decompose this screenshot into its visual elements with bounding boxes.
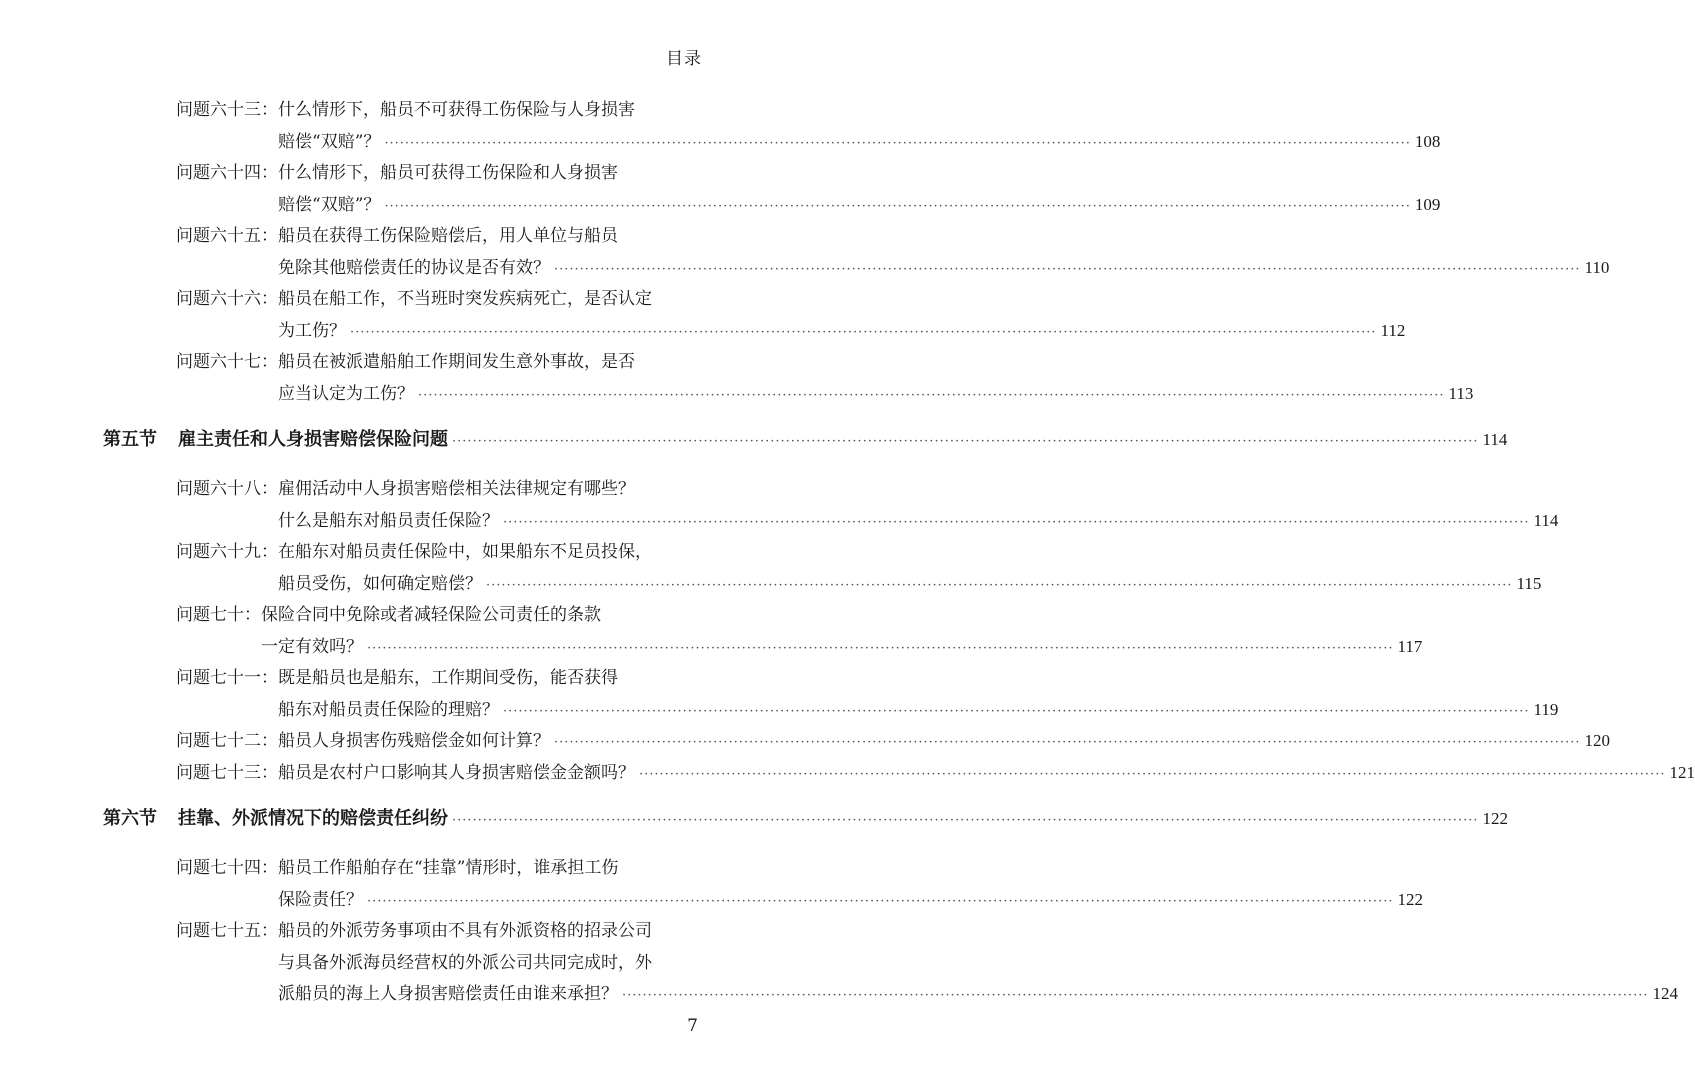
toc-page-number: 117: [1397, 636, 1423, 656]
toc-line: [176, 159, 700, 187]
question-number: 问题六十四：: [176, 163, 278, 183]
dot-leader: ········································································································································································································: [384, 135, 1411, 151]
question-text: 赔偿“双赔”？: [278, 194, 381, 215]
question-text: 什么是船东对船员责任保险？: [278, 510, 499, 531]
toc-line: [176, 317, 1406, 345]
question-text: 为工伤？: [278, 320, 346, 341]
question-number: 问题七十四：: [176, 858, 278, 878]
question-number: 问题六十九：: [176, 542, 278, 562]
question-text: 既是船员也是船东，工作期间受伤，能否获得: [278, 668, 618, 688]
question-number: 问题六十三：: [176, 100, 278, 120]
dot-leader: ········································································································································································································: [503, 514, 1530, 530]
toc-page-number: 119: [1533, 699, 1559, 719]
question-number: 问题七十一：: [176, 668, 278, 688]
toc-line: [176, 601, 700, 629]
question-number: 问题六十六：: [176, 289, 278, 309]
question-text: 什么情形下，船员不可获得工伤保险与人身损害: [278, 100, 635, 120]
dot-leader: ········································································································································································································: [503, 703, 1530, 719]
dot-leader: ········································································································································································································: [639, 766, 1666, 782]
toc-page-number: 108: [1414, 131, 1441, 151]
toc-line: [176, 254, 1610, 282]
dot-leader: ········································································································································································································: [367, 640, 1394, 656]
toc-line: [176, 759, 1695, 787]
toc-line: [176, 980, 1678, 1008]
question-number: 问题六十五：: [176, 226, 278, 246]
question-text: 船东对船员责任保险的理赔？: [278, 699, 499, 720]
question-text: 免除其他赔偿责任的协议是否有效？: [278, 257, 550, 278]
toc-line: [176, 96, 700, 124]
question-text: 船员的外派劳务事项由不具有外派资格的招录公司: [278, 921, 652, 941]
toc-page-number: 124: [1652, 984, 1678, 1003]
question-number: 问题六十八：: [176, 479, 278, 499]
dot-leader: ········································································································································································································: [452, 813, 1479, 828]
toc-page-number: 122: [1482, 809, 1508, 828]
toc-line: [176, 727, 1610, 755]
dot-leader: ········································································································································································································: [452, 434, 1479, 449]
toc-line: [176, 222, 700, 250]
toc-page-number: 121: [1669, 762, 1695, 782]
dot-leader: ········································································································································································································: [486, 577, 1513, 593]
toc-line: [176, 380, 1474, 408]
question-number: 问题七十三：: [176, 762, 278, 783]
question-number: 问题七十：: [176, 605, 261, 625]
question-text: 与具备外派海员经营权的外派公司共同完成时，外: [278, 952, 652, 973]
question-text: 船员在船工作，不当班时突发疾病死亡，是否认定: [278, 289, 652, 309]
toc-page-number: 114: [1533, 510, 1559, 530]
section-title: 挂靠、外派情况下的赔偿责任纠纷: [178, 808, 448, 829]
toc-line: [176, 696, 1559, 724]
question-text: 船员工作船舶存在“挂靠”情形时，谁承担工伤: [278, 858, 619, 878]
toc-line: [176, 191, 1441, 219]
question-text: 保险合同中免除或者减轻保险公司责任的条款: [261, 605, 601, 625]
dot-leader: ········································································································································································································: [622, 988, 1649, 1003]
toc-page-number: 115: [1516, 573, 1542, 593]
question-text: 在船东对船员责任保险中，如果船东不足员投保，: [278, 542, 652, 562]
dot-leader: ········································································································································································································: [554, 261, 1581, 277]
question-number: 问题七十五：: [176, 921, 278, 941]
toc-line: [176, 949, 700, 977]
toc-line: [176, 285, 700, 313]
section-heading: [103, 804, 1508, 834]
toc-page-number: 122: [1397, 889, 1423, 909]
toc-page-number: 110: [1584, 257, 1610, 277]
question-text: 船员是农村户口影响其人身损害赔偿金金额吗？: [278, 762, 635, 783]
toc-line: [176, 348, 700, 376]
dot-leader: ········································································································································································································: [367, 893, 1394, 909]
toc-line: [176, 570, 1542, 598]
toc-line: [176, 917, 700, 945]
question-number: 问题六十七：: [176, 352, 278, 372]
toc-line: [176, 538, 700, 566]
toc-line: [176, 854, 700, 882]
question-text: 船员在获得工伤保险赔偿后，用人单位与船员: [278, 226, 618, 246]
dot-leader: ········································································································································································································: [350, 324, 1377, 340]
page-number: 7: [687, 1016, 698, 1036]
dot-leader: ········································································································································································································: [384, 198, 1411, 214]
toc-line: [176, 633, 1423, 661]
toc-line: [176, 128, 1441, 156]
dot-leader: ········································································································································································································: [418, 387, 1445, 403]
toc-page-number: 114: [1482, 430, 1508, 449]
question-text: 一定有效吗？: [261, 636, 363, 657]
question-text: 保险责任？: [278, 889, 363, 910]
question-text: 什么情形下，船员可获得工伤保险和人身损害: [278, 163, 618, 183]
running-head: 目录: [666, 49, 702, 69]
toc-page-number: 113: [1448, 383, 1474, 403]
section-heading: [103, 425, 1508, 455]
question-text: 应当认定为工伤？: [278, 383, 414, 404]
section-title: 雇主责任和人身损害赔偿保险问题: [178, 429, 448, 450]
question-number: 问题七十二：: [176, 731, 278, 751]
toc-line: [176, 664, 700, 692]
question-text: 船员受伤，如何确定赔偿？: [278, 573, 482, 594]
toc-page-number: 112: [1380, 320, 1406, 340]
question-text: 船员人身损害伤残赔偿金如何计算？: [278, 731, 550, 751]
question-text: 赔偿“双赔”？: [278, 131, 381, 152]
question-text: 船员在被派遣船舶工作期间发生意外事故，是否: [278, 352, 635, 372]
section-number: 第五节: [103, 429, 157, 450]
section-number: 第六节: [103, 808, 157, 829]
toc-line: [176, 475, 700, 503]
question-text: 派船员的海上人身损害赔偿责任由谁来承担？: [278, 984, 618, 1004]
toc-line: [176, 886, 1423, 914]
toc-page-number: 109: [1414, 194, 1441, 214]
question-text: 雇佣活动中人身损害赔偿相关法律规定有哪些？: [278, 479, 635, 499]
toc-page-number: 120: [1584, 731, 1610, 750]
dot-leader: ········································································································································································································: [554, 735, 1581, 750]
toc-line: [176, 507, 1559, 535]
